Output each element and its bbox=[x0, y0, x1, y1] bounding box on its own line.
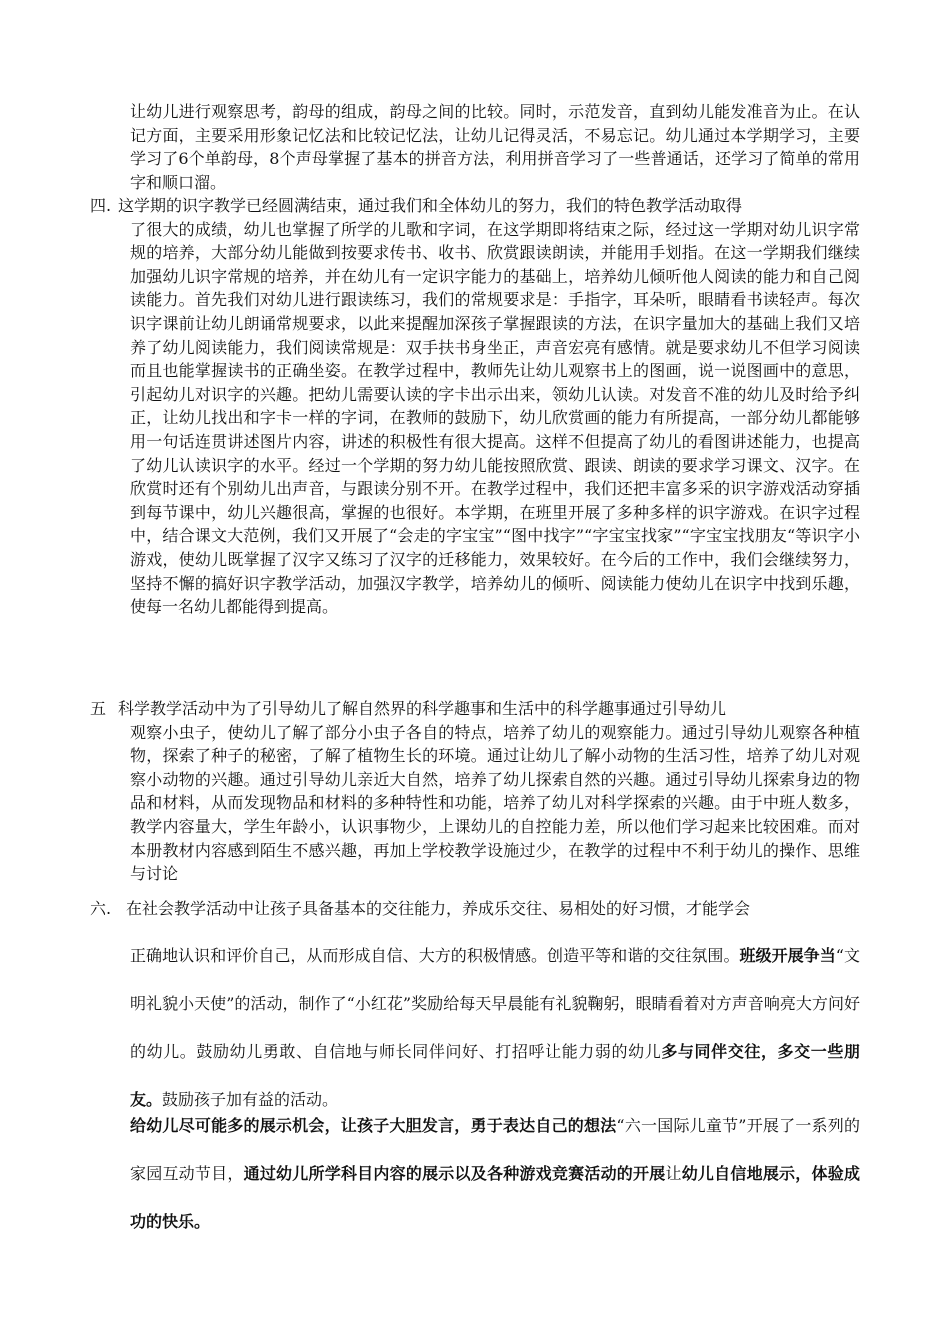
text-run: 鼓励孩子加有益的活动。 bbox=[162, 1090, 339, 1109]
text-run-bold: 班级开展争当 bbox=[739, 946, 836, 965]
section-4-first-line: 这学期的识字教学已经圆满结束，通过我们和全体幼儿的努力，我们的特色教学活动取得 bbox=[118, 196, 743, 215]
text-run: “文明礼貌小天使”的活动，制作了“小红花”奖励给每天早晨能有礼貌鞠躬，眼睛看着对方声音响亮大方问好的幼儿。鼓励幼儿勇敢、自信地与师长同伴问好、打招呼让能力弱的幼儿 bbox=[130, 946, 860, 1061]
text-run-bold: 给幼儿尽可能多的展示机会，让孩子大胆发言，勇于表达自己的想法 bbox=[130, 1116, 617, 1135]
text-run-bold: 多与同伴交往，多交一些朋友。 bbox=[130, 1042, 860, 1109]
section-number: 六. bbox=[90, 899, 112, 918]
section-6-first-line: 在社会教学活动中让孩子具备基本的交往能力，养成乐交往、易相处的好习惯，才能学会 bbox=[126, 899, 751, 918]
text-run: 正确地认识和评价自己，从而形成自信、大方的积极情感。创造平等和谐的交往氛围。 bbox=[130, 946, 740, 965]
section-6-heading bbox=[90, 896, 860, 919]
section-number: 五 bbox=[90, 699, 107, 718]
section-5-first-line: 科学教学活动中为了引导幼儿了解自然界的科学趣事和生活中的科学趣事通过引导幼儿 bbox=[118, 699, 727, 718]
section-number: 四. bbox=[90, 196, 112, 215]
section-4-body: 了很大的成绩，幼儿也掌握了所学的儿歌和字词，在这学期即将结束之际，经过这一学期对幼儿识字常规的培养，大部分幼儿能做到按要求传书、收书、欣赏跟读朗读，并能用手划指。在这一学期我们继续加强幼儿识字常规的培养，并在幼儿有一定识字能力的基础上，培养幼儿倾听他人阅读的能力和自己阅读能力。首先我们对幼儿进行跟读练习，我们的常规要求是：手指字，耳朵听，眼睛看书读轻声。每次识字课前让幼儿朗诵常规要求，以此来提醒加深孩子掌握跟读的方法，在识字量加大的基础上我们又培养了幼儿阅读能力，我们阅读常规是：双手扶书身坐正，声音宏亮有感情。就是要求幼儿不但学习阅读而且也能掌握读书的正确坐姿。在教学过程中，教师先让幼儿观察书上的图画，说一说图画中的意思，引起幼儿对识字的兴趣。把幼儿需要认读的字卡出示出来，领幼儿认读。对发音不准的幼儿及时给予纠正，让幼儿找出和字卡一样的字词，在教师的鼓励下，幼儿欣赏画的能力有所提高，一部分幼儿都能够用一句话连贯讲述图片内容，讲述的积极性有很大提高。这样不但提高了幼儿的看图讲述能力，也提高了幼儿认读识字的水平。经过一个学期的努力幼儿能按照欣赏、跟读、朗读的要求学习课文、汉字。在欣赏时还有个别幼儿出声音，与跟读分别不开。在教学过程中，我们还把丰富多采的识字游戏活动穿插到每节课中，幼儿兴趣很高，掌握的也很好。本学期，在班里开展了多种多样的识字游戏。在识字过程中，结合课文大范例，我们又开展了“会走的字宝宝”“图中找字”“字宝宝找家”“字宝宝找朋友“等识字小游戏，使幼儿既掌握了汉字又练习了汉字的迁移能力，效果较好。在今后的工作中，我们会继续努力，坚持不懈的搞好识字教学活动，加强汉字教学，培养幼儿的倾听、阅读能力使幼儿在识字中找到乐趣，使每一名幼儿都能得到提高。 bbox=[130, 219, 860, 617]
text-run-bold: 幼儿自信地展示，体验成功的快乐。 bbox=[130, 1164, 860, 1231]
section-4 bbox=[90, 194, 860, 619]
section-6-paragraph-1 bbox=[130, 932, 860, 1124]
paragraph-continuation: 让幼儿进行观察思考，韵母的组成，韵母之间的比较。同时，示范发音，直到幼儿能发准音为止。在认记方面，主要采用形象记忆法和比较记忆法，让幼儿记得灵活，不易忘记。幼儿通过本学期学习，主要学习了6个单韵母，8个声母掌握了基本的拼音方法，利用拼音学习了一些普通话，还学习了简单的常用字和顺口溜。 bbox=[130, 102, 860, 192]
text-run: 让 bbox=[665, 1164, 682, 1183]
text-run-bold: 通过幼儿所学科目内容的展示以及各种游戏竞赛活动的开展 bbox=[243, 1164, 666, 1183]
section-5-body: 观察小虫子，使幼儿了解了部分小虫子各自的特点，培养了幼儿的观察能力。通过引导幼儿观察各种植物，探索了种子的秘密，了解了植物生长的环境。通过让幼儿了解小动物的生活习性，培养了幼儿对观察小动物的兴趣。通过引导幼儿亲近大自然，培养了幼儿探索自然的兴趣。通过引导幼儿探索身边的物品和材料，从而发现物品和材料的多种特性和功能，培养了幼儿对科学探索的兴趣。由于中班人数多，教学内容量大，学生年龄小，认识事物少，上课幼儿的自控能力差，所以他们学习起来比较困难。而对本册教材内容感到陌生不感兴趣，再加上学校教学设施过少，在教学的过程中不利于幼儿的操作、思维与讨论 bbox=[130, 722, 860, 884]
section-5 bbox=[90, 697, 860, 886]
text-run: “六一国际儿童节”开展了一系列的家园互动节目， bbox=[130, 1116, 860, 1183]
section-6-paragraph-2 bbox=[130, 1102, 860, 1246]
